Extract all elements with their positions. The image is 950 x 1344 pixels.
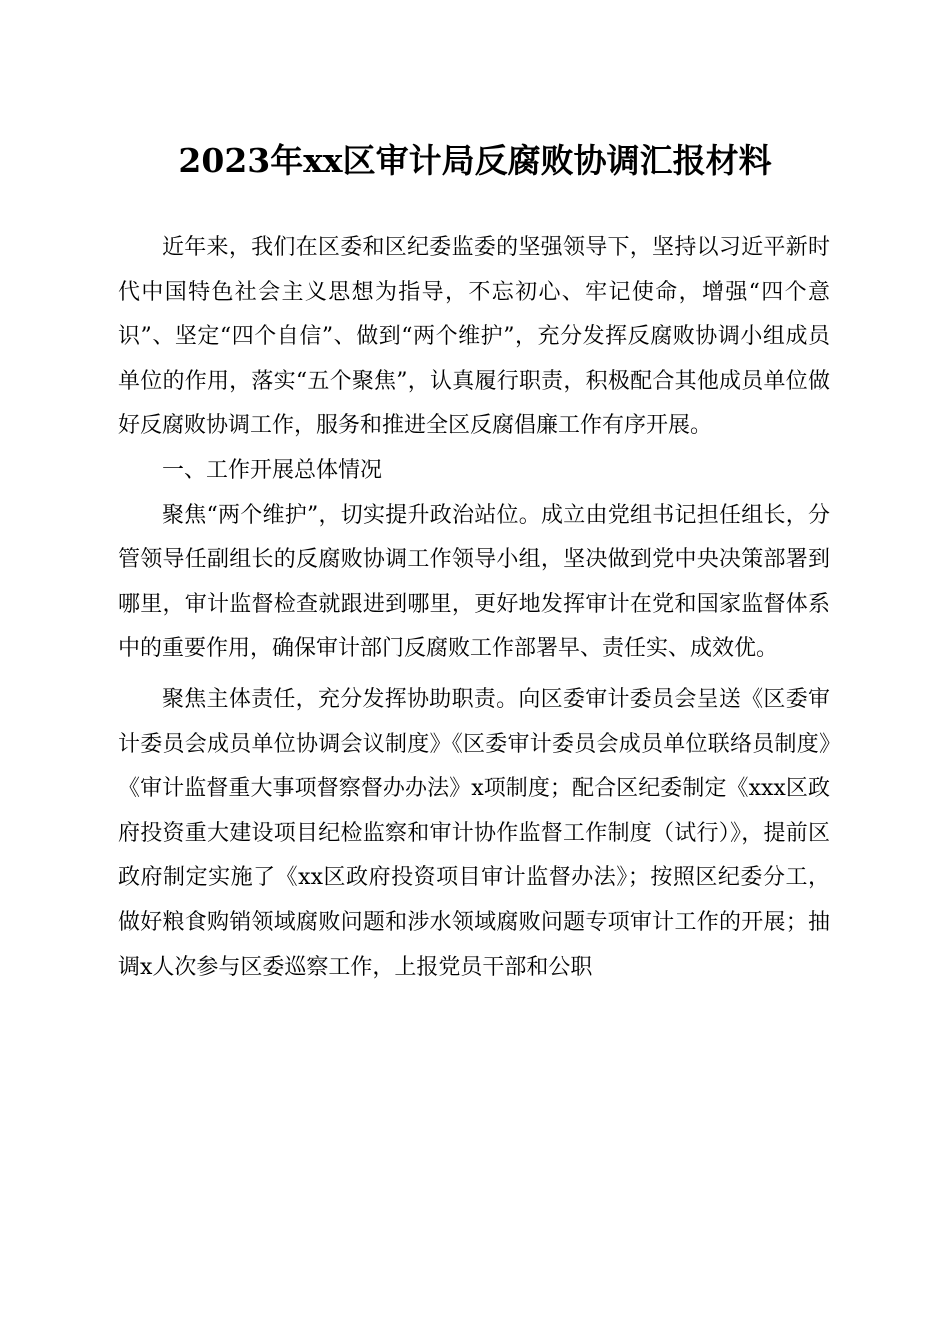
intro-paragraph: 近年来，我们在区委和区纪委监委的坚强领导下，坚持以习近平新时代中国特色社会主义思想为指导，不忘初心、牢记使命，增强“四个意识”、坚定“四个自信”、做到“两个维护”，充分发挥反腐败协调小组成员单位的作用，落实“五个聚焦”，认真履行职责，积极配合其他成员单位做好反腐败协调工作，服务和推进全区反腐倡廉工作有序开展。 <box>118 235 830 439</box>
section1-paragraph-1: 聚焦“两个维护”，切实提升政治站位。成立由党组书记担任组长，分管领导任副组长的反腐败协调工作领导小组，坚决做到党中央决策部署到哪里，审计监督检查就跟进到哪里，更好地发挥审计在党和国家监督体系中的重要作用，确保审计部门反腐败工作部署早、责任实、成效优。 <box>118 502 830 662</box>
document-title: 2023年xx区审计局反腐败协调汇报材料 <box>178 141 772 180</box>
document-body <box>118 226 830 990</box>
section-heading-1: 一、工作开展总体情况 <box>162 457 383 483</box>
section1-paragraph-2: 聚焦主体责任，充分发挥协助职责。向区委审计委员会呈送《区委审计委员会成员单位协调会议制度》《区委审计委员会成员单位联络员制度》《审计监督重大事项督察督办办法》x项制度；配合区纪委制定《xxx区政府投资重大建设项目纪检监察和审计协作监督工作制度（试行）》，提前区政府制定实施了《xx区政府投资项目审计监督办法》；按照区纪委分工，做好粮食购销领域腐败问题和涉水领域腐败问题专项审计工作的开展；抽调x人次参与区委巡察工作，上报党员干部和公职 <box>118 686 830 980</box>
